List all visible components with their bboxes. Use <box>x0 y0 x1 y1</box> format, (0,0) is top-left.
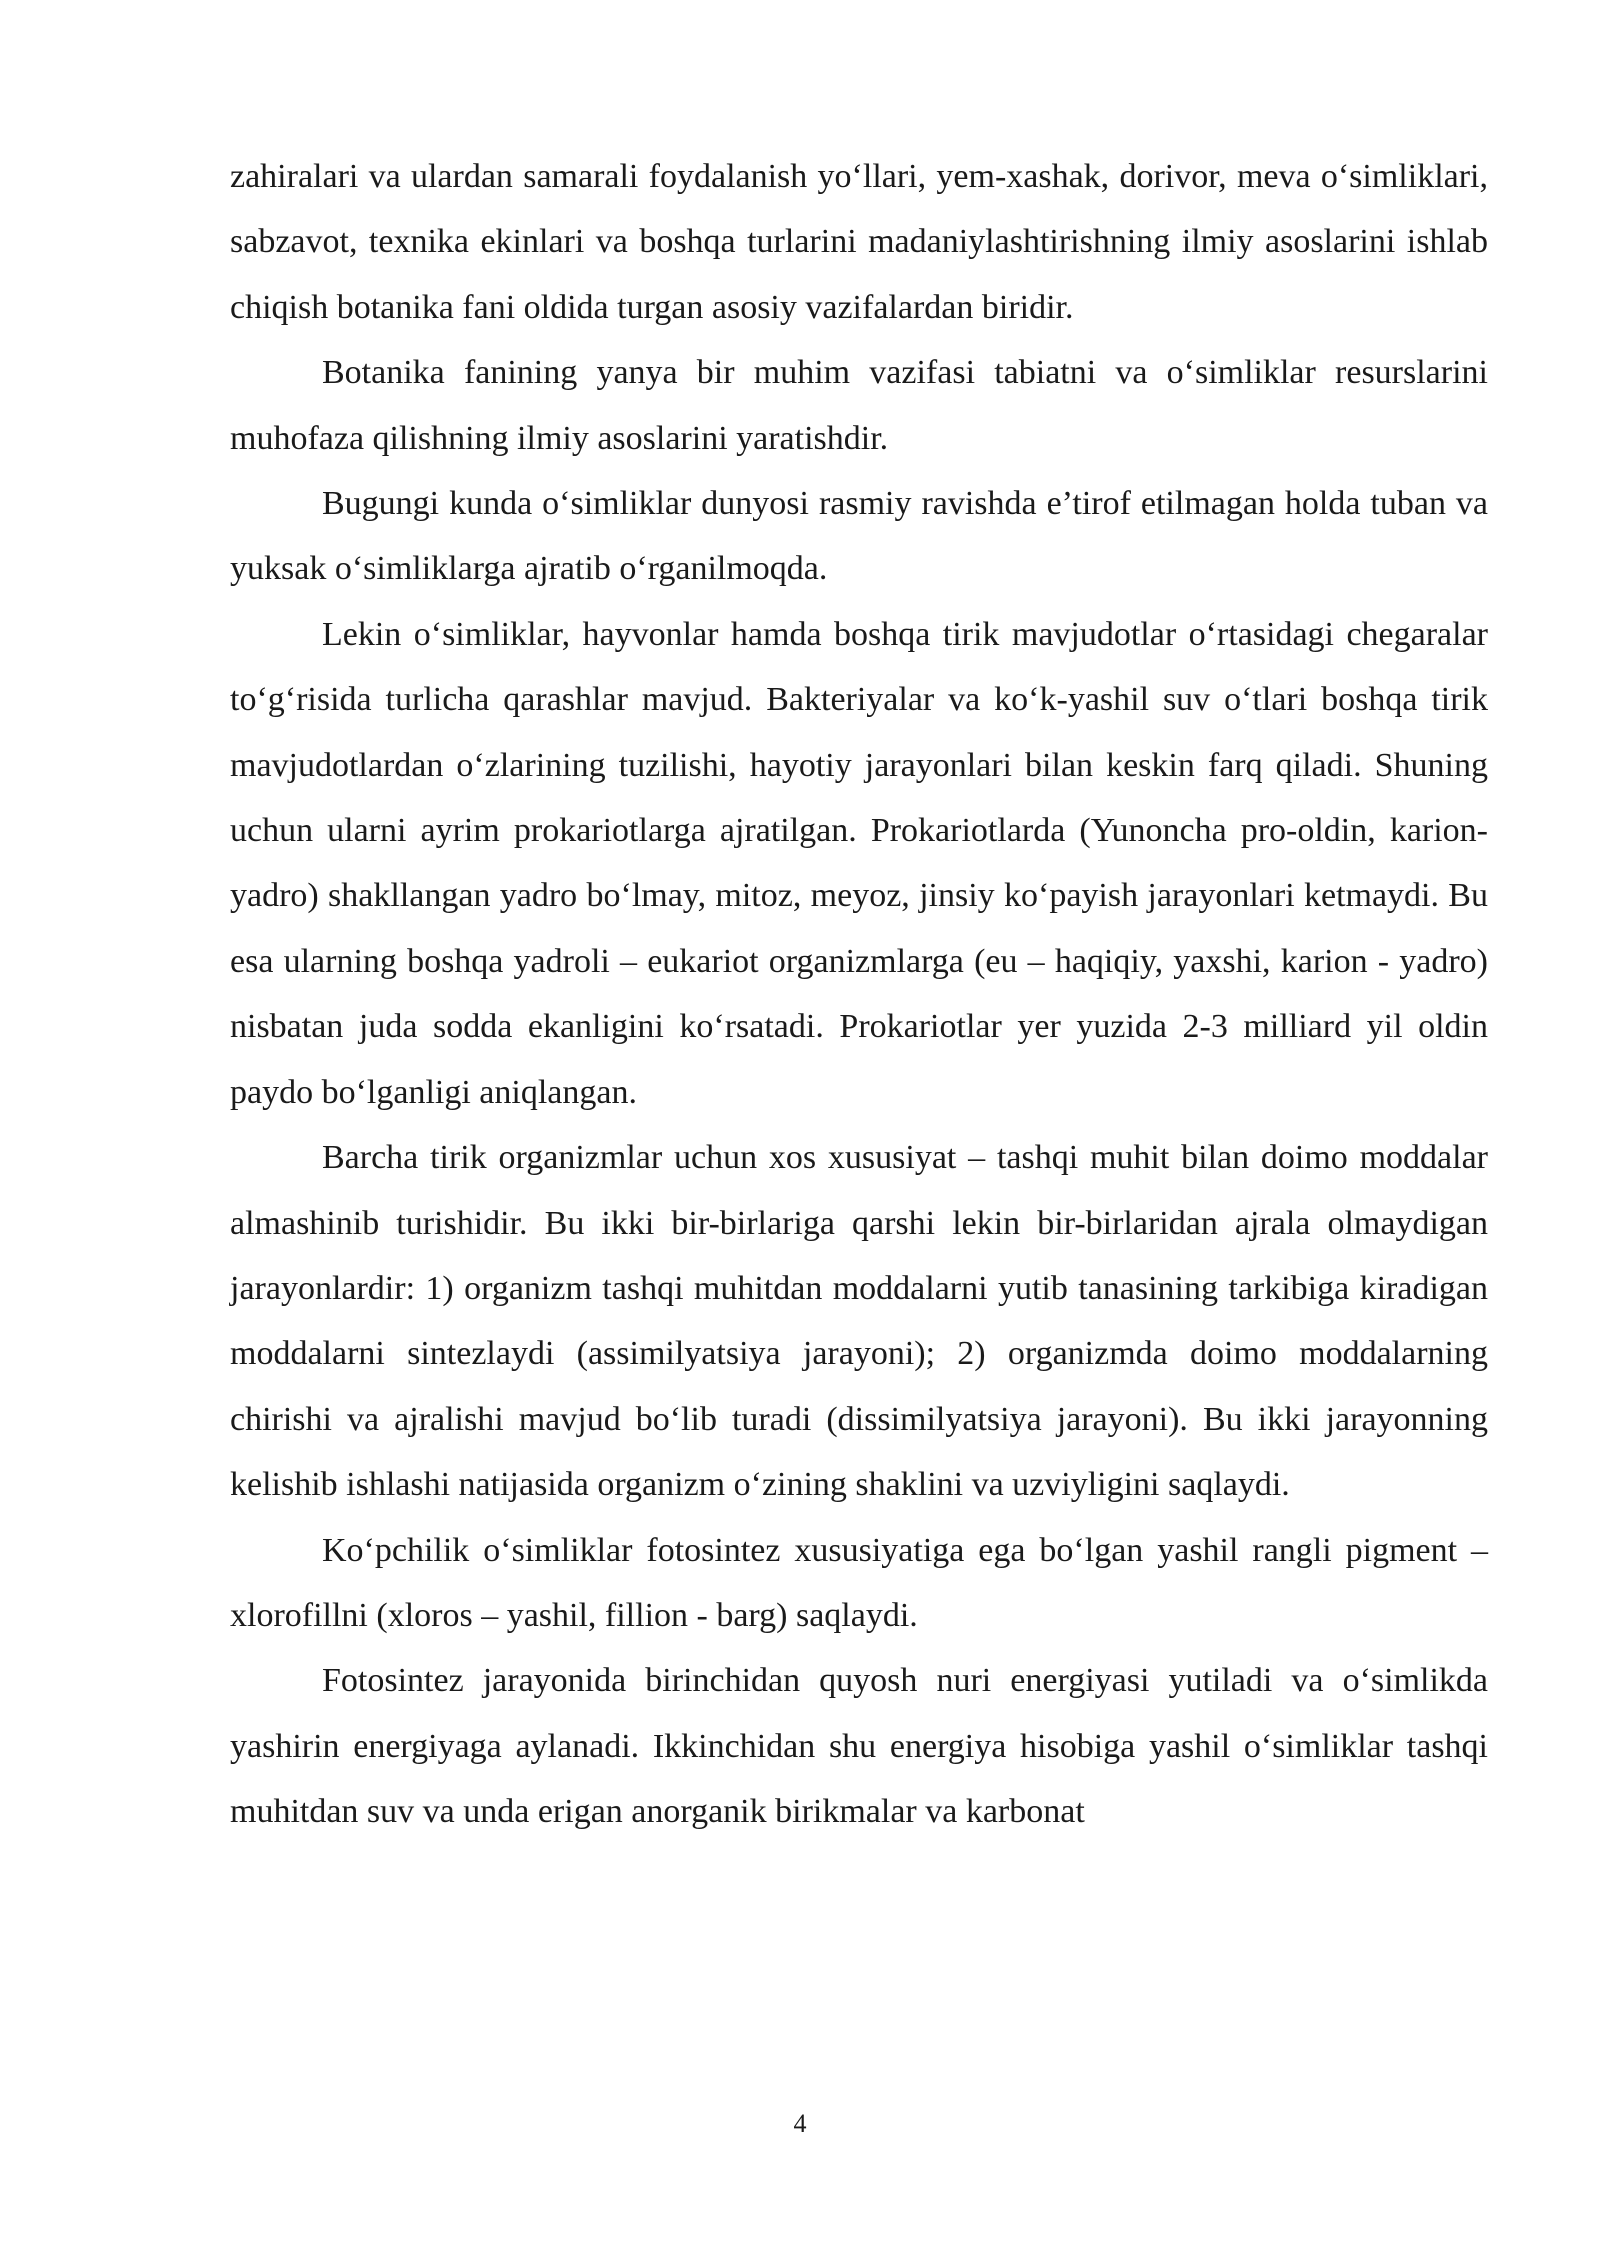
paragraph-1: zahiralari va ulardan samarali foydalanish yo‘llari, yem-xashak, dorivor, meva o‘simliklari, sabzavot, texnika ekinlari va boshqa turlarini madaniylashtirishning ilmiy asoslarini ishlab chiqish botanika fani oldida turgan asosiy vazifalardan biridir. <box>230 158 1488 326</box>
paragraph-6: Ko‘pchilik o‘simliklar fotosintez xususiyatiga ega bo‘lgan yashil rangli pigment – xlorofillni (xloros – yashil, fillion - barg) saqlaydi. <box>230 1531 1488 1634</box>
document-body <box>230 144 1488 1845</box>
paragraph-5: Barcha tirik organizmlar uchun xos xususiyat – tashqi muhit bilan doimo moddalar almashinib turishidir. Bu ikki bir-birlariga qarshi lekin bir-birlaridan ajrala olmaydigan jarayonlardir: 1) organizm tashqi muhitdan moddalarni yutib tanasining tarkibiga kiradigan moddalarni sintezlaydi (assimilyatsiya jarayoni); 2) organizmda doimo moddalarning chirishi va ajralishi mavjud bo‘lib turadi (dissimilyatsiya jarayoni). Bu ikki jarayonning kelishib ishlashi natijasida organizm o‘zining shaklini va uzviyligini saqlaydi. <box>230 1139 1488 1504</box>
paragraph-2: Botanika fanining yanya bir muhim vazifasi tabiatni va o‘simliklar resurslarini muhofaza qilishning ilmiy asoslarini yaratishdir. <box>230 354 1488 457</box>
paragraph-3: Bugungi kunda o‘simliklar dunyosi rasmiy ravishda e’tirof etilmagan holda tuban va yuksak o‘simliklarga ajratib o‘rganilmoqda. <box>230 485 1488 588</box>
paragraph-7: Fotosintez jarayonida birinchidan quyosh nuri energiyasi yutiladi va o‘simlikda yashirin energiyaga aylanadi. Ikkinchidan shu energiya hisobiga yashil o‘simliklar tashqi muhitdan suv va unda erigan anorganik birikmalar va karbonat <box>230 1662 1488 1831</box>
paragraph-4: Lekin o‘simliklar, hayvonlar hamda boshqa tirik mavjudotlar o‘rtasidagi chegaralar to‘g‘risida turlicha qarashlar mavjud. Bakteriyalar va ko‘k-yashil suv o‘tlari boshqa tirik mavjudotlardan o‘zlarining tuzilishi, hayotiy jarayonlari bilan keskin farq qiladi. Shuning uchun ularni ayrim prokariotlarga ajratilgan. Prokariotlarda (Yunoncha pro-oldin, karion-yadro) shakllangan yadro bo‘lmay, mitoz, meyoz, jinsiy ko‘payish jarayonlari ketmaydi. Bu esa ularning boshqa yadroli – eukariot organizmlarga (eu – haqiqiy, yaxshi, karion - yadro) nisbatan juda sodda ekanligini ko‘rsatadi. Prokariotlar yer yuzida 2-3 milliard yil oldin paydo bo‘lganligi aniqlangan. <box>230 615 1488 1111</box>
page-number: 4 <box>793 2109 807 2138</box>
